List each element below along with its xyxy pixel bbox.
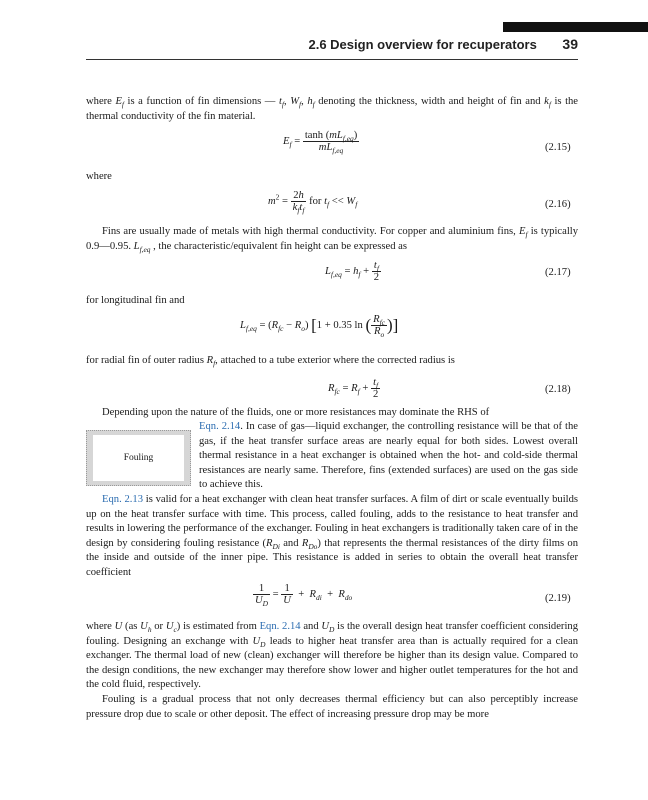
paragraph-resistances-start: Depending upon the nature of the fluids, one or more resistances may dominate the RHS of <box>102 407 490 418</box>
eq-log-coefficient: 1 + 0.35 ln <box>316 319 363 331</box>
eq-numerator-one: 1 <box>253 583 270 595</box>
paragraph-fouling: Eqn. 2.13 is valid for a heat exchanger with clean heat transfer surfaces. A film of dirt or scale eventually builds up on the heat transfer surface with time. This process, called fouling, adds to the resistance to heat transfer and results in lowering the performance of the exchanger. Fouling in heat exchangers is traditionally taken care of in the design by considering fouling resistance ($R_{Di}$ and $R_{Do}$) that represents the thermal resistances of the dirty films on the inside and outside of the inner pipe. This resistance is added in series to obtain the overall heat transfer coefficient <box>86 494 578 578</box>
margin-note-fouling: Fouling <box>93 435 184 481</box>
eqn-2-14-link-b[interactable]: Eqn. 2.14 <box>259 621 301 632</box>
equation-number: (2.15) <box>545 142 571 153</box>
equation-number: (2.19) <box>545 593 571 604</box>
radial-fin-tail: , attached to a tube exterior where the corrected radius is <box>215 355 455 366</box>
margin-note-box <box>86 430 191 486</box>
equation-number: (2.16) <box>545 199 571 210</box>
equation-2-18: $R_{fc} = R_f$ + $\frac{t_f}{2}$ <box>328 377 379 400</box>
eq-numerator-one: 1 <box>281 583 293 595</box>
eqn-2-13-link[interactable]: Eqn. 2.13 <box>102 494 144 505</box>
text-longitudinal-fin: for longitudinal fin and <box>86 295 185 306</box>
paragraph-pressure-drop: Fouling is a gradual process that not only decreases thermal efficiency but can also perceptibly increase pressure drop due to scale or other deposit. The effect of increasing pressure drop may be more <box>86 694 578 720</box>
section-title: 2.6 Design overview for recuperators <box>308 37 537 52</box>
page-number: 39 <box>562 36 578 52</box>
paragraph-fin-efficiency: where $E_f$ is a function of fin dimensions — $t_f$, $W_f$, $h_f$ denoting the thickness, width and height of fin and $k_f$ is the thermal conductivity of the fin material. <box>86 96 579 122</box>
equation-2-19: $\frac{1}{U_D}$ = $\frac{1}{U}$ + $R_{di} + R_{do}$ <box>255 583 353 609</box>
eqn-2-14-link[interactable]: Eqn. 2.14 <box>199 421 241 432</box>
equation-2-16: $m^2$ = $\frac{2h}{k_ft_f}$ for $t_f << W_f$ <box>268 190 358 216</box>
header-bar <box>503 22 648 32</box>
eq-condition-for: for <box>309 195 322 207</box>
paragraph-fin-materials: Fins are usually made of metals with high thermal conductivity. For copper and aluminium fins, $E_f$ is typically 0.9—0.95. $L_{f,eq}$ , the characteristic/equivalent fin height can be expressed as <box>86 226 579 254</box>
paragraph-radial-fin: for radial fin of outer radius $R_f$, attached to a tube exterior where the corrected radius is <box>86 355 455 369</box>
equation-2-15: $E_f$ = $\frac{\tanh (mL_{f,eq})}{mL_{f,eq}}$ <box>283 130 358 156</box>
radial-fin-text: for radial fin of outer radius <box>86 355 204 366</box>
equation-number: (2.18) <box>545 384 571 395</box>
paragraph-resistances-wrap: Eqn. 2.14. In case of gas—liquid exchanger, the controlling resistance will be that of the gas, if the heat transfer surface areas are nearly equal for both sides. Lowest overall thermal resistance in a heat exchanger is obtained when the hot- and cold-side thermal resistances are nearly same. Therefore, fins (extended surfaces) are used on the gas side to achieve this. <box>199 421 578 490</box>
text-where: where <box>86 171 112 182</box>
equation-number: (2.17) <box>545 267 571 278</box>
running-header <box>0 36 578 52</box>
equation-2-17-radial: $L_{f,eq} = (R_{fc} - R_o) [1 + 0.35$ ln ( $\frac{R_{fc}}{R_o}$ )] <box>240 314 399 340</box>
eq-much-less: << <box>331 195 344 207</box>
paragraph-design-fouling: where U (as $U_h$ or $U_c$) is estimated from Eqn. 2.14 and $U_D$ is the overall design heat transfer coefficient considering fouling. Designing an exchange with $U_D$ leads to higher heat transfer area than is actually required for a clean exchanger. The thermal load of new (clean) exchanger will therefore be higher than its design value. Compared to the design conditions, the new exchanger may therefore show lower and higher outlet temperatures for the hot and the cold fluid, respectively. <box>86 621 578 690</box>
equation-2-17: $L_{f,eq} = h_f$ + $\frac{t_f}{2}$ <box>325 260 380 283</box>
header-rule <box>86 59 578 60</box>
